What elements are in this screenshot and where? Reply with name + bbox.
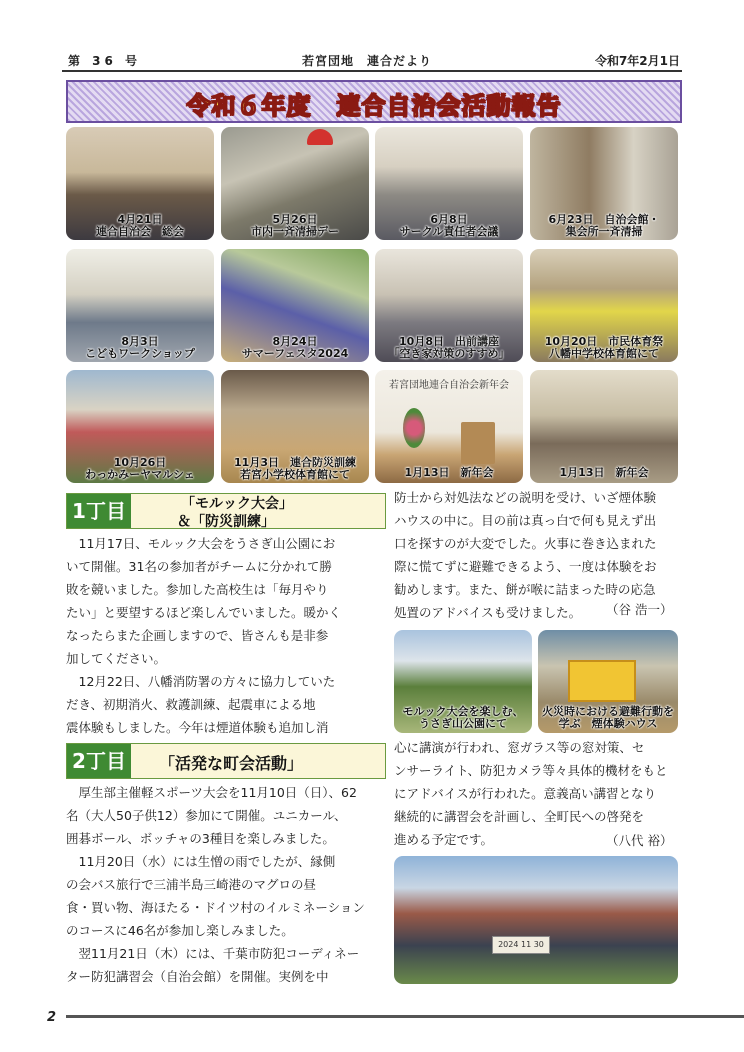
photo-smoke-house (538, 630, 678, 733)
photo-caption: 集会所一斉清掃 (565, 225, 643, 238)
photo-caption: 火災時における避難行動を (542, 705, 674, 718)
photo-caption: 6月23日 自治会館・ (548, 213, 660, 226)
section2-line: のコースに46名が参加し楽しみました。 (66, 923, 294, 938)
section2-line: 11月20日（水）には生憎の雨でしたが、縁側 (66, 854, 336, 869)
photo-caption: モルック大会を楽しむ、 (402, 705, 524, 718)
section2-line: にアドバイスが行われた。意義高い講習となり (394, 786, 657, 801)
newsletter-name: 若宮団地 連合だより (302, 54, 433, 68)
section2-line: の会バス旅行で三浦半島三崎港のマグロの昼 (66, 877, 317, 892)
photo-new-year-speech (375, 370, 523, 483)
photo-caption: 「空き家対策のすすめ」 (388, 347, 510, 360)
section1-line: 12月22日、八幡消防署の方々に協力していた (66, 674, 336, 689)
photo-caption: 8月24日 (272, 335, 318, 348)
photo-sports-festival (530, 249, 678, 362)
section2-line: ンサーライト、防犯カメラ等々具体的機材をもと (394, 763, 668, 778)
section2-line: 囲碁ボール、ボッチャの3種目を楽しみました。 (66, 831, 335, 846)
section1-subtitle-2: ＆「防災訓練」 (177, 514, 275, 530)
page-title: 令和６年度 連合自治会活動報告 (186, 92, 562, 120)
section1-line: 敗を競いました。参加した高校生は「毎月やり (66, 582, 329, 597)
photo-caption: 連合自治会 総会 (96, 225, 184, 238)
section1-line: 防士から対処法などの説明を受け、いざ煙体験 (394, 490, 657, 505)
photo-vacant-house-seminar (375, 249, 523, 362)
photo-caption: 八幡中学校体育館にて (549, 347, 659, 360)
photo-circle-leaders-meeting (375, 127, 523, 240)
photo-caption: わっかみーヤマルシェ (85, 468, 195, 481)
photo-caption: 11月3日 連合防災訓練 (234, 456, 356, 469)
section1-signature: （谷 浩一） (606, 602, 673, 617)
photo-caption: 10月26日 (113, 456, 167, 469)
section1-line: たい」と要望するほど楽しんでいました。暖かく (66, 605, 342, 620)
page-header (64, 52, 680, 68)
section2-subtitle: 「活発な町会活動」 (159, 754, 304, 773)
photo-caption: 1月13日 新年会 (559, 466, 649, 479)
photo-marche (66, 370, 214, 483)
photo-new-year-party (530, 370, 678, 483)
section1-line: 勧めします。また、餅が喉に詰まった時の応急 (394, 582, 656, 597)
section1-header (66, 493, 386, 529)
section1-label: 1丁目 (67, 494, 131, 528)
photo-kids-workshop (66, 249, 214, 362)
section2-line: 翌11月21日（木）には、千葉市防犯コーディネー (66, 946, 360, 961)
photo-caption: 学ぶ 煙体験ハウス (558, 717, 658, 730)
photo-caption: 市内一斉清掃デー (251, 225, 339, 238)
photo-caption: 1月13日 新年会 (404, 466, 494, 479)
photo-caption: 若宮小学校体育館にて (240, 468, 350, 481)
section1-line: 際に慌てずに避難できるよう、一度は体験をお (394, 559, 657, 574)
new-year-signboard: 若宮団地連合自治会新年会 (389, 380, 509, 391)
issue-number: 第 36 号 (68, 54, 142, 68)
section1-line: 口を探すのが大変でした。火事に巻き込まれた (394, 536, 657, 551)
photo-caption: 6月8日 (430, 213, 468, 226)
section2-line: 食・買い物、海ほたる・ドイツ村のイルミネーション (66, 900, 365, 915)
section2-line: 心に講演が行われ、窓ガラス等の窓対策、セ (394, 740, 645, 755)
section1-line: 加してください。 (66, 651, 167, 666)
photo-caption: サマーフェスタ2024 (241, 347, 349, 360)
section1-line: いて開催。31名の参加者がチームに分かれて勝 (66, 559, 332, 574)
section1-line: 処置のアドバイスも受けました。 (394, 605, 582, 620)
footer-rule (66, 1015, 744, 1018)
section2-line: 名（大人50子供12）参加にて開催。ユニカール、 (66, 808, 347, 823)
photo-bus-trip-group (394, 856, 678, 984)
section2-line: 継続的に講習会を計画し、全町民への啓発を (394, 809, 645, 824)
group-photo-sign: 2024 11 30 (492, 936, 550, 954)
photo-caption: うさぎ山公園にて (419, 717, 507, 730)
section1-line: だき、初期消火、救護訓練、起震車による地 (66, 697, 316, 712)
section2-line: 進める予定です。 (394, 832, 494, 847)
section2-body (66, 781, 365, 988)
section2-signature: （八代 裕） (606, 833, 673, 848)
section1-line: なったらまた企画しますので、皆さんも是非参 (66, 628, 329, 643)
photo-caption: こどもワークショップ (85, 347, 195, 360)
section1-line: 震体験もしました。今年は煙道体験も追加し消 (66, 720, 329, 735)
photo-caption: サークル責任者会議 (399, 225, 499, 238)
section1-line: ハウスの中に。目の前は真っ白で何も見えず出 (394, 513, 657, 528)
photo-hall-cleanup (530, 127, 678, 240)
photo-caption: 8月3日 (121, 335, 159, 348)
photo-molkky (394, 630, 532, 733)
issue-date: 令和7年2月1日 (594, 54, 680, 68)
page-number: 2 (47, 1010, 57, 1025)
title-banner (66, 80, 682, 123)
section1-body (66, 532, 341, 739)
section2-header (66, 743, 386, 779)
photo-caption: 5月26日 (272, 213, 318, 226)
photo-general-meeting (66, 127, 214, 240)
section2-line: 厚生部主催軽スポーツ大会を11月10日（日）、62 (66, 785, 357, 800)
section2-label: 2丁目 (67, 744, 131, 778)
photo-cleanup-day (221, 127, 369, 240)
photo-caption: 10月8日 出前講座 (399, 335, 499, 348)
photo-disaster-drill (221, 370, 369, 483)
photo-summer-festa (221, 249, 369, 362)
photo-caption: 10月20日 市民体育祭 (544, 335, 664, 348)
header-rule (62, 70, 682, 72)
photo-caption: 4月21日 (117, 213, 163, 226)
section2-line: ター防犯講習会（自治会館）を開催。実例を中 (66, 969, 329, 984)
section1-line: 11月17日、モルック大会をうさぎ山公園にお (66, 536, 336, 551)
section1-subtitle-1: 「モルック大会」 (181, 496, 293, 512)
